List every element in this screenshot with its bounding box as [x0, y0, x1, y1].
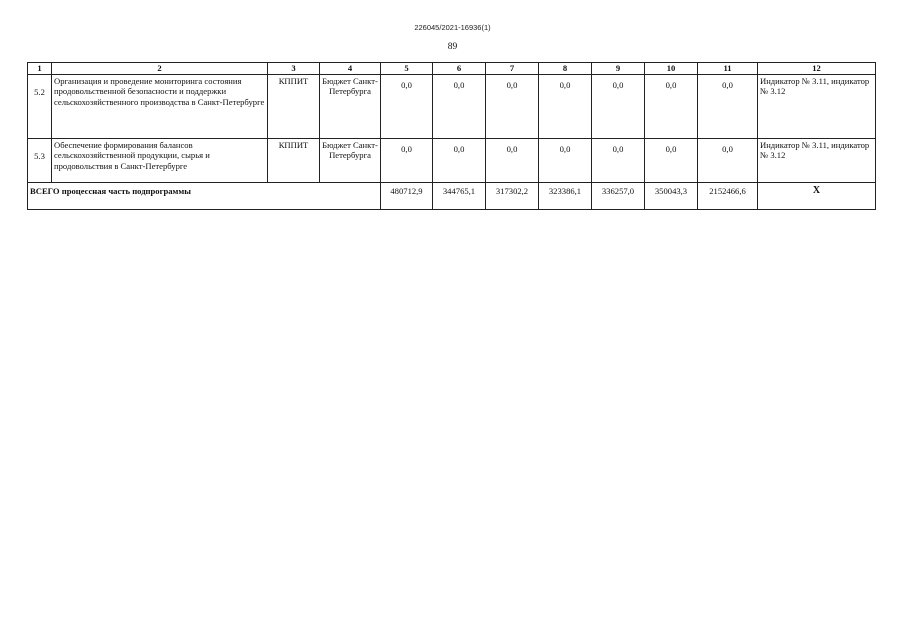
row-title: Организация и проведение мониторинга состояния продовольственной безопасности и поддержки сельскохозяйственного производства в Санкт-Петербурге: [52, 75, 268, 139]
row-value: 0,0: [381, 75, 433, 139]
column-header: 10: [645, 63, 698, 75]
total-value: 323386,1: [539, 183, 592, 210]
column-header: 8: [539, 63, 592, 75]
row-value: 0,0: [433, 75, 486, 139]
total-mark: X: [758, 183, 876, 210]
row-value: 0,0: [433, 139, 486, 183]
row-executor: КППИТ: [268, 139, 320, 183]
row-value: 0,0: [592, 139, 645, 183]
total-value: 480712,9: [381, 183, 433, 210]
row-value: 0,0: [645, 139, 698, 183]
row-value: 0,0: [486, 139, 539, 183]
table-row: [28, 75, 876, 139]
program-table: [27, 62, 876, 210]
row-value: 0,0: [698, 75, 758, 139]
table-row: [28, 139, 876, 183]
row-value: 0,0: [592, 75, 645, 139]
row-index: 5.2: [28, 75, 52, 139]
column-header: 12: [758, 63, 876, 75]
row-indicators: Индикатор № 3.11, индикатор № 3.12: [758, 139, 876, 183]
row-value: 0,0: [539, 139, 592, 183]
row-value: 0,0: [698, 139, 758, 183]
row-value: 0,0: [539, 75, 592, 139]
column-header: 1: [28, 63, 52, 75]
row-funding-source: Бюджет Санкт-Петербурга: [320, 139, 381, 183]
row-funding-source: Бюджет Санкт-Петербурга: [320, 75, 381, 139]
row-index: 5.3: [28, 139, 52, 183]
column-header: 4: [320, 63, 381, 75]
row-executor: КППИТ: [268, 75, 320, 139]
column-header: 7: [486, 63, 539, 75]
document-id: 226045/2021-16936(1): [414, 23, 491, 32]
total-value: 317302,2: [486, 183, 539, 210]
row-value: 0,0: [486, 75, 539, 139]
row-value: 0,0: [381, 139, 433, 183]
column-header: 5: [381, 63, 433, 75]
total-value: 344765,1: [433, 183, 486, 210]
total-value: 350043,3: [645, 183, 698, 210]
total-value: 2152466,6: [698, 183, 758, 210]
column-header: 9: [592, 63, 645, 75]
header-row: [28, 63, 876, 75]
total-row: [28, 183, 876, 210]
total-label: ВСЕГО процессная часть подпрограммы: [28, 183, 381, 210]
row-title: Обеспечение формирования балансов сельскохозяйственной продукции, сырья и продовольствия в Санкт-Петербурге: [52, 139, 268, 183]
page-number: 89: [447, 42, 458, 52]
column-header: 6: [433, 63, 486, 75]
column-header: 2: [52, 63, 268, 75]
row-value: 0,0: [645, 75, 698, 139]
column-header: 3: [268, 63, 320, 75]
row-indicators: Индикатор № 3.11, индикатор № 3.12: [758, 75, 876, 139]
column-header: 11: [698, 63, 758, 75]
total-value: 336257,0: [592, 183, 645, 210]
